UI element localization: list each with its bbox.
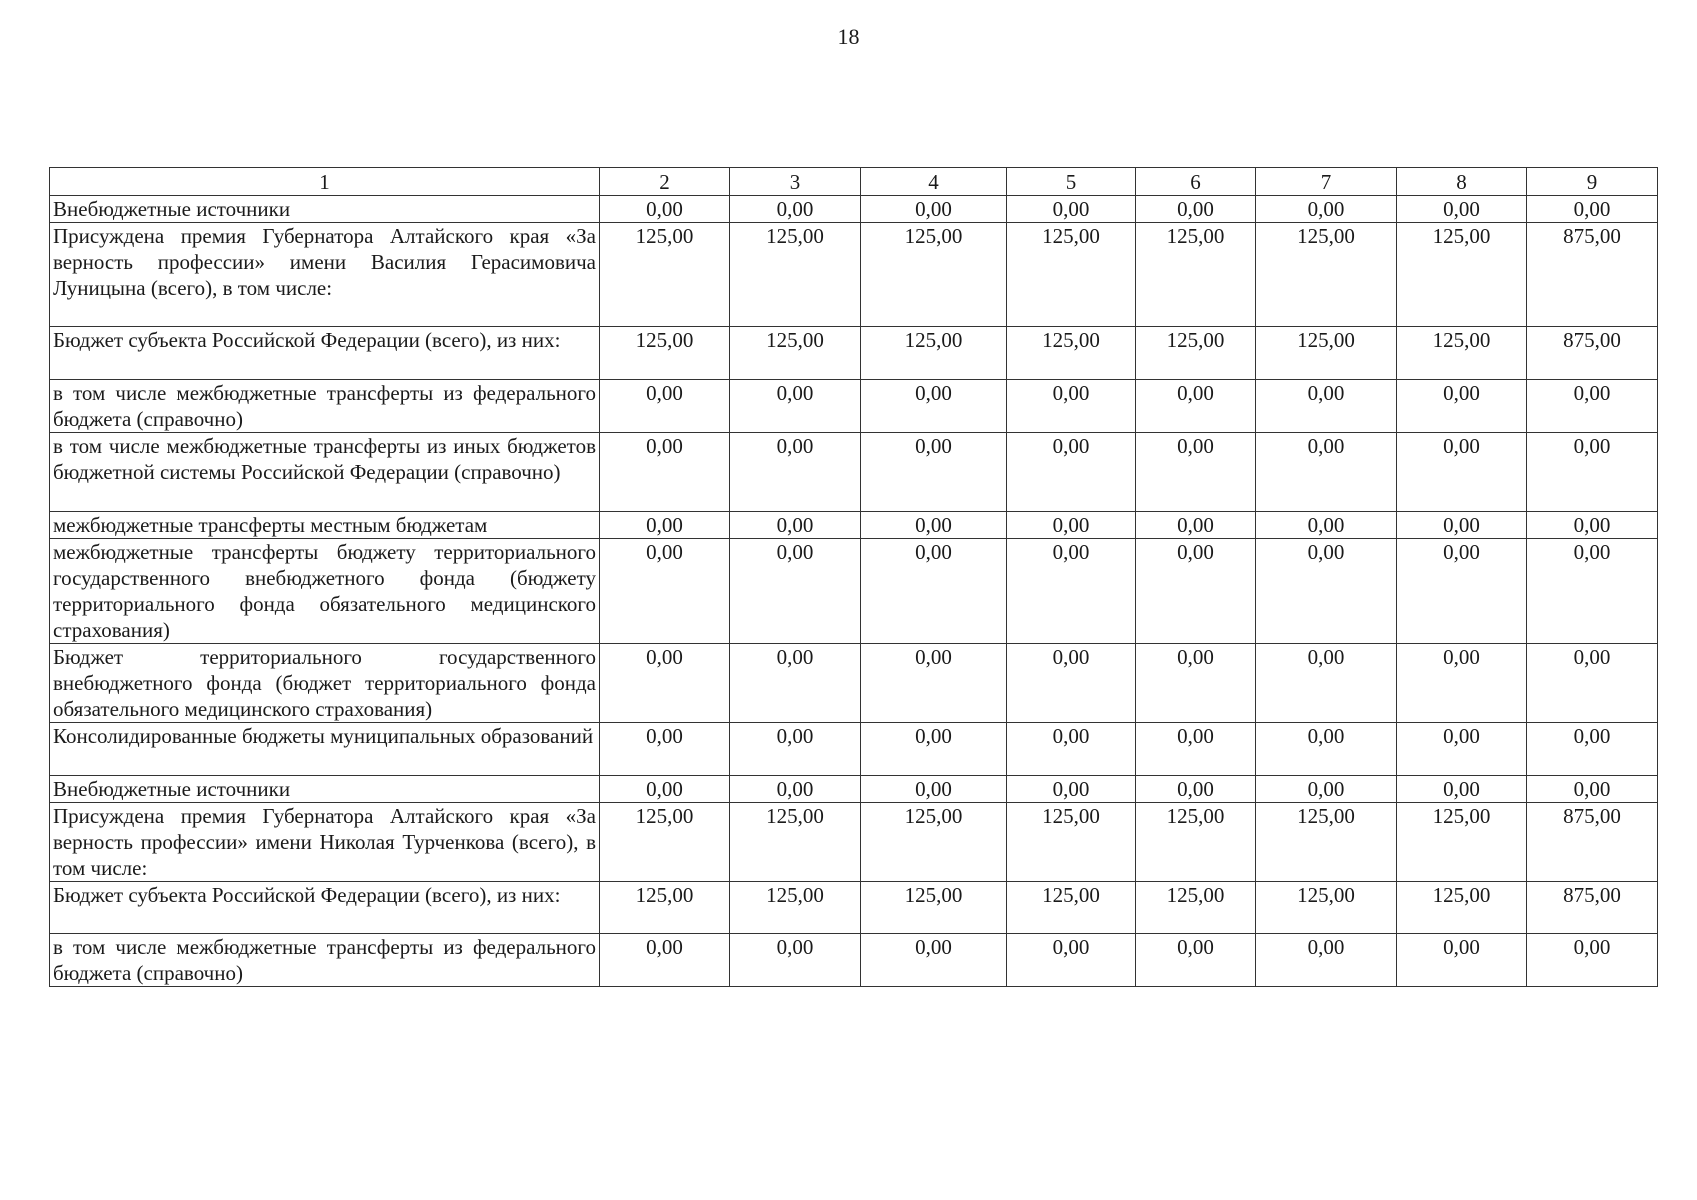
value-cell: 125,00 bbox=[600, 803, 730, 882]
value-cell: 875,00 bbox=[1527, 882, 1658, 934]
value-cell: 0,00 bbox=[1007, 512, 1136, 539]
value-cell: 125,00 bbox=[1256, 327, 1397, 380]
value-cell: 0,00 bbox=[1136, 934, 1256, 987]
row-label: в том числе межбюджетные трансферты из иных бюджетов бюджетной системы Российской Федерации (справочно) bbox=[50, 433, 600, 512]
value-cell: 125,00 bbox=[600, 223, 730, 327]
value-cell: 0,00 bbox=[1256, 723, 1397, 776]
value-cell: 0,00 bbox=[1397, 776, 1527, 803]
value-cell: 0,00 bbox=[730, 539, 861, 644]
value-cell: 0,00 bbox=[861, 512, 1007, 539]
header-cell: 8 bbox=[1397, 168, 1527, 196]
row-label: Внебюджетные источники bbox=[50, 196, 600, 223]
table-row bbox=[50, 380, 1658, 433]
value-cell: 0,00 bbox=[1256, 380, 1397, 433]
row-label: Внебюджетные источники bbox=[50, 776, 600, 803]
value-cell: 0,00 bbox=[1527, 196, 1658, 223]
table-row bbox=[50, 327, 1658, 380]
value-cell: 0,00 bbox=[730, 196, 861, 223]
value-cell: 125,00 bbox=[1007, 223, 1136, 327]
value-cell: 0,00 bbox=[600, 644, 730, 723]
value-cell: 0,00 bbox=[1136, 644, 1256, 723]
value-cell: 0,00 bbox=[730, 934, 861, 987]
value-cell: 125,00 bbox=[1397, 803, 1527, 882]
value-cell: 0,00 bbox=[1007, 644, 1136, 723]
value-cell: 0,00 bbox=[861, 723, 1007, 776]
value-cell: 0,00 bbox=[861, 380, 1007, 433]
value-cell: 875,00 bbox=[1527, 327, 1658, 380]
value-cell: 0,00 bbox=[861, 934, 1007, 987]
value-cell: 0,00 bbox=[1007, 196, 1136, 223]
table-row bbox=[50, 882, 1658, 934]
value-cell: 0,00 bbox=[1397, 512, 1527, 539]
value-cell: 0,00 bbox=[730, 776, 861, 803]
value-cell: 125,00 bbox=[861, 803, 1007, 882]
table-row bbox=[50, 644, 1658, 723]
value-cell: 125,00 bbox=[861, 882, 1007, 934]
value-cell: 125,00 bbox=[1007, 803, 1136, 882]
value-cell: 125,00 bbox=[861, 327, 1007, 380]
value-cell: 125,00 bbox=[1256, 223, 1397, 327]
value-cell: 0,00 bbox=[730, 644, 861, 723]
value-cell: 0,00 bbox=[730, 433, 861, 512]
value-cell: 125,00 bbox=[1397, 223, 1527, 327]
value-cell: 0,00 bbox=[1136, 723, 1256, 776]
value-cell: 0,00 bbox=[1007, 776, 1136, 803]
table-row bbox=[50, 723, 1658, 776]
value-cell: 0,00 bbox=[1527, 934, 1658, 987]
table-row bbox=[50, 539, 1658, 644]
value-cell: 0,00 bbox=[1397, 644, 1527, 723]
value-cell: 0,00 bbox=[1136, 433, 1256, 512]
row-label: Присуждена премия Губернатора Алтайского края «За верность профессии» имени Николая Турченкова (всего), в том числе: bbox=[50, 803, 600, 882]
value-cell: 0,00 bbox=[600, 433, 730, 512]
value-cell: 0,00 bbox=[1136, 380, 1256, 433]
value-cell: 0,00 bbox=[600, 934, 730, 987]
value-cell: 0,00 bbox=[1527, 380, 1658, 433]
value-cell: 0,00 bbox=[1136, 196, 1256, 223]
value-cell: 0,00 bbox=[1397, 934, 1527, 987]
value-cell: 125,00 bbox=[1256, 803, 1397, 882]
value-cell: 0,00 bbox=[1527, 723, 1658, 776]
table-row bbox=[50, 196, 1658, 223]
value-cell: 125,00 bbox=[600, 882, 730, 934]
header-cell: 5 bbox=[1007, 168, 1136, 196]
value-cell: 125,00 bbox=[1397, 327, 1527, 380]
value-cell: 0,00 bbox=[1007, 539, 1136, 644]
budget-table bbox=[49, 167, 1658, 987]
value-cell: 0,00 bbox=[1397, 196, 1527, 223]
table-row bbox=[50, 934, 1658, 987]
table-row bbox=[50, 803, 1658, 882]
value-cell: 0,00 bbox=[1527, 776, 1658, 803]
value-cell: 0,00 bbox=[1527, 433, 1658, 512]
value-cell: 0,00 bbox=[1136, 776, 1256, 803]
value-cell: 0,00 bbox=[861, 196, 1007, 223]
header-cell: 2 bbox=[600, 168, 730, 196]
value-cell: 0,00 bbox=[600, 539, 730, 644]
header-cell: 9 bbox=[1527, 168, 1658, 196]
value-cell: 125,00 bbox=[730, 327, 861, 380]
header-cell: 6 bbox=[1136, 168, 1256, 196]
value-cell: 0,00 bbox=[861, 644, 1007, 723]
value-cell: 0,00 bbox=[1397, 539, 1527, 644]
value-cell: 125,00 bbox=[730, 882, 861, 934]
table-row bbox=[50, 223, 1658, 327]
value-cell: 0,00 bbox=[600, 512, 730, 539]
value-cell: 125,00 bbox=[1256, 882, 1397, 934]
header-cell: 1 bbox=[50, 168, 600, 196]
value-cell: 125,00 bbox=[1136, 327, 1256, 380]
value-cell: 0,00 bbox=[1256, 196, 1397, 223]
value-cell: 0,00 bbox=[1527, 512, 1658, 539]
value-cell: 0,00 bbox=[730, 723, 861, 776]
value-cell: 125,00 bbox=[1007, 327, 1136, 380]
header-cell: 3 bbox=[730, 168, 861, 196]
row-label: в том числе межбюджетные трансферты из федерального бюджета (справочно) bbox=[50, 934, 600, 987]
row-label: межбюджетные трансферты бюджету территориального государственного внебюджетного фонда (бюджету территориального фонда обязательного медицинского страхования) bbox=[50, 539, 600, 644]
value-cell: 0,00 bbox=[861, 539, 1007, 644]
row-label: межбюджетные трансферты местным бюджетам bbox=[50, 512, 600, 539]
value-cell: 0,00 bbox=[1397, 380, 1527, 433]
row-label: Бюджет территориального государственного внебюджетного фонда (бюджет территориального фонда обязательного медицинского страхования) bbox=[50, 644, 600, 723]
table-row bbox=[50, 433, 1658, 512]
value-cell: 0,00 bbox=[861, 776, 1007, 803]
table-row bbox=[50, 512, 1658, 539]
value-cell: 0,00 bbox=[1007, 723, 1136, 776]
value-cell: 0,00 bbox=[1136, 539, 1256, 644]
value-cell: 0,00 bbox=[1256, 539, 1397, 644]
value-cell: 125,00 bbox=[1136, 882, 1256, 934]
value-cell: 0,00 bbox=[730, 380, 861, 433]
value-cell: 0,00 bbox=[861, 433, 1007, 512]
value-cell: 0,00 bbox=[600, 723, 730, 776]
value-cell: 0,00 bbox=[600, 380, 730, 433]
row-label: Консолидированные бюджеты муниципальных образований bbox=[50, 723, 600, 776]
value-cell: 0,00 bbox=[600, 776, 730, 803]
value-cell: 0,00 bbox=[1527, 539, 1658, 644]
value-cell: 875,00 bbox=[1527, 803, 1658, 882]
value-cell: 0,00 bbox=[1256, 934, 1397, 987]
value-cell: 0,00 bbox=[1527, 644, 1658, 723]
value-cell: 0,00 bbox=[1256, 512, 1397, 539]
value-cell: 0,00 bbox=[1256, 776, 1397, 803]
value-cell: 0,00 bbox=[1007, 380, 1136, 433]
value-cell: 125,00 bbox=[1397, 882, 1527, 934]
table-header-row bbox=[50, 168, 1658, 196]
value-cell: 125,00 bbox=[730, 803, 861, 882]
value-cell: 0,00 bbox=[730, 512, 861, 539]
row-label: Присуждена премия Губернатора Алтайского края «За верность профессии» имени Василия Герасимовича Луницына (всего), в том числе: bbox=[50, 223, 600, 327]
row-label: Бюджет субъекта Российской Федерации (всего), из них: bbox=[50, 327, 600, 380]
value-cell: 125,00 bbox=[1007, 882, 1136, 934]
value-cell: 0,00 bbox=[1256, 433, 1397, 512]
value-cell: 0,00 bbox=[1136, 512, 1256, 539]
value-cell: 125,00 bbox=[600, 327, 730, 380]
page-number: 18 bbox=[837, 24, 860, 49]
value-cell: 0,00 bbox=[1256, 644, 1397, 723]
value-cell: 125,00 bbox=[1136, 223, 1256, 327]
row-label: Бюджет субъекта Российской Федерации (всего), из них: bbox=[50, 882, 600, 934]
value-cell: 0,00 bbox=[1007, 934, 1136, 987]
value-cell: 875,00 bbox=[1527, 223, 1658, 327]
value-cell: 0,00 bbox=[1397, 433, 1527, 512]
value-cell: 125,00 bbox=[1136, 803, 1256, 882]
value-cell: 0,00 bbox=[1007, 433, 1136, 512]
value-cell: 0,00 bbox=[1397, 723, 1527, 776]
value-cell: 125,00 bbox=[730, 223, 861, 327]
header-cell: 4 bbox=[861, 168, 1007, 196]
row-label: в том числе межбюджетные трансферты из федерального бюджета (справочно) bbox=[50, 380, 600, 433]
table-row bbox=[50, 776, 1658, 803]
value-cell: 125,00 bbox=[861, 223, 1007, 327]
value-cell: 0,00 bbox=[600, 196, 730, 223]
header-cell: 7 bbox=[1256, 168, 1397, 196]
